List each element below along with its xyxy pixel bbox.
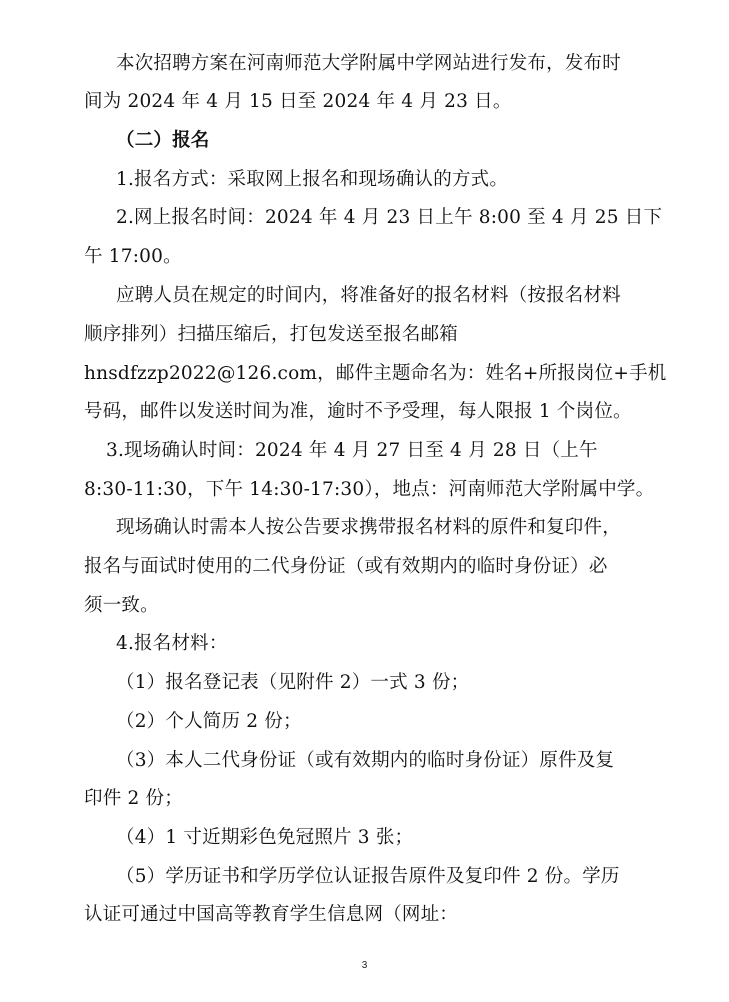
paragraph-line: 8:30-11:30，下午 14:30-17:30），地点：河南师范大学附属中学。 [84, 479, 655, 500]
page-number: 3 [361, 960, 368, 971]
list-item: （2）个人简历 2 份； [116, 711, 302, 732]
paragraph-line: 报名与面试时使用的二代身份证（或有效期内的临时身份证）必 [84, 556, 608, 577]
paragraph-line: 4.报名材料： [116, 633, 228, 654]
paragraph-line: 3.现场确认时间：2024 年 4 月 27 日至 4 月 28 日（上午 [106, 440, 598, 461]
paragraph-line: 本次招聘方案在河南师范大学附属中学网站进行发布，发布时 [116, 53, 621, 74]
paragraph-line: 印件 2 份； [84, 788, 183, 809]
paragraph-line: 应聘人员在规定的时间内，将准备好的报名材料（按报名材料 [116, 285, 621, 306]
paragraph-line: 午 17:00。 [84, 246, 182, 267]
paragraph-line: 认证可通过中国高等教育学生信息网（网址： [84, 904, 459, 925]
list-item: （4）1 寸近期彩色免冠照片 3 张； [116, 827, 414, 848]
paragraph-line: 现场确认时需本人按公告要求携带报名材料的原件和复印件， [116, 517, 621, 538]
paragraph-line: 号码，邮件以发送时间为准，逾时不予受理，每人限报 1 个岗位。 [84, 401, 632, 422]
paragraph-line: 间为 2024 年 4 月 15 日至 2024 年 4 月 23 日。 [84, 91, 512, 112]
paragraph-line: 须一致。 [84, 595, 159, 616]
list-item: （3）本人二代身份证（或有效期内的临时身份证）原件及复 [116, 750, 615, 771]
paragraph-line: 2.网上报名时间：2024 年 4 月 23 日上午 8:00 至 4 月 25 日下 [116, 207, 663, 228]
paragraph-line: 1.报名方式：采取网上报名和现场确认的方式。 [116, 169, 509, 190]
paragraph-line: hnsdfzzp2022@126.com，邮件主题命名为：姓名+所报岗位+手机 [84, 363, 667, 384]
list-item: （1）报名登记表（见附件 2）一式 3 份； [116, 672, 470, 693]
section-heading: （二）报名 [116, 130, 210, 151]
list-item: （5）学历证书和学历学位认证报告原件及复印件 2 份。学历 [116, 866, 620, 887]
paragraph-line: 顺序排列）扫描压缩后，打包发送至报名邮箱 [84, 324, 459, 345]
